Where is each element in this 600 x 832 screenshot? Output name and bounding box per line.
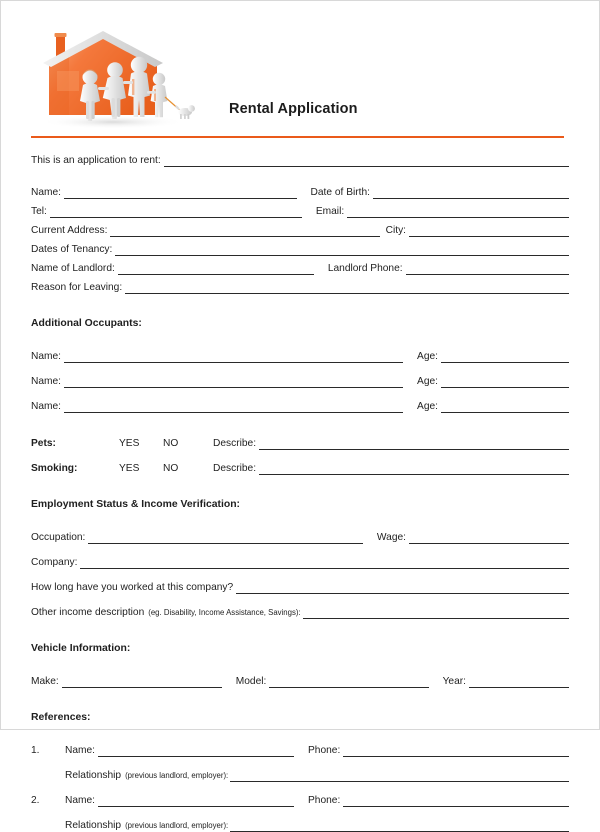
reference-relationship-label: Relationship bbox=[65, 770, 122, 781]
spacer bbox=[1, 331, 599, 344]
date-of-birth-input[interactable] bbox=[373, 187, 569, 199]
employment-duration-input[interactable] bbox=[236, 582, 569, 594]
occupant-row bbox=[1, 369, 599, 388]
occupant-name-input[interactable] bbox=[64, 401, 403, 413]
occupation-label: Occupation: bbox=[31, 532, 86, 543]
occupant-age-label: Age: bbox=[417, 401, 438, 412]
vehicle-heading: Vehicle Information: bbox=[31, 643, 131, 654]
employment-heading-row bbox=[1, 493, 599, 512]
pets-row bbox=[1, 431, 599, 450]
pets-yes-option[interactable]: YES bbox=[119, 438, 140, 449]
wage-label: Wage: bbox=[376, 532, 406, 543]
reference-relationship-input[interactable] bbox=[230, 820, 569, 832]
additional-occupants-heading-row bbox=[1, 312, 599, 331]
occupation-input[interactable] bbox=[88, 532, 363, 544]
reference-relationship-hint: (previous landlord, employer): bbox=[125, 771, 229, 780]
spacer bbox=[1, 167, 599, 180]
landlord-row bbox=[1, 256, 599, 275]
reference-phone-input[interactable] bbox=[343, 795, 569, 807]
additional-occupants-heading: Additional Occupants: bbox=[31, 318, 142, 329]
application-to-rent-label: This is an application to rent: bbox=[31, 155, 161, 166]
vehicle-model-input[interactable] bbox=[269, 676, 428, 688]
page-title: Rental Application bbox=[229, 101, 358, 117]
vehicle-year-input[interactable] bbox=[469, 676, 569, 688]
reference-phone-label: Phone: bbox=[308, 795, 341, 806]
other-income-label: Other income description bbox=[31, 607, 145, 618]
occupant-name-input[interactable] bbox=[64, 351, 403, 363]
reference-name-input[interactable] bbox=[98, 745, 294, 757]
application-to-rent-row bbox=[1, 148, 599, 167]
references-heading: References: bbox=[31, 712, 91, 723]
spacer bbox=[1, 725, 599, 738]
vehicle-model-label: Model: bbox=[235, 676, 267, 687]
vehicle-heading-row bbox=[1, 637, 599, 656]
reason-for-leaving-row bbox=[1, 275, 599, 294]
smoking-label: Smoking: bbox=[31, 463, 78, 474]
company-row bbox=[1, 550, 599, 569]
dates-of-tenancy-row bbox=[1, 237, 599, 256]
reference-relationship-input[interactable] bbox=[230, 770, 569, 782]
name-label: Name: bbox=[31, 187, 62, 198]
city-input[interactable] bbox=[409, 225, 569, 237]
spacer bbox=[1, 688, 599, 706]
house-family-illustration bbox=[35, 27, 195, 129]
spacer bbox=[1, 619, 599, 637]
name-input[interactable] bbox=[64, 187, 297, 199]
address-city-row bbox=[1, 218, 599, 237]
reference-name-label: Name: bbox=[65, 745, 96, 756]
landlord-phone-input[interactable] bbox=[406, 263, 569, 275]
reference-name-row bbox=[1, 788, 599, 807]
smoking-yes-option[interactable]: YES bbox=[119, 463, 140, 474]
wage-input[interactable] bbox=[409, 532, 569, 544]
employment-duration-label: How long have you worked at this company? bbox=[31, 582, 234, 593]
landlord-phone-label: Landlord Phone: bbox=[327, 263, 403, 274]
employment-heading: Employment Status & Income Verification: bbox=[31, 499, 241, 510]
date-of-birth-label: Date of Birth: bbox=[310, 187, 370, 198]
form-body bbox=[1, 148, 599, 832]
occupant-age-input[interactable] bbox=[441, 401, 569, 413]
tel-email-row bbox=[1, 199, 599, 218]
occupant-row bbox=[1, 344, 599, 363]
vehicle-details-row bbox=[1, 669, 599, 688]
email-label: Email: bbox=[315, 206, 345, 217]
name-of-landlord-input[interactable] bbox=[118, 263, 314, 275]
occupant-age-input[interactable] bbox=[441, 376, 569, 388]
spacer bbox=[1, 512, 599, 525]
occupant-name-label: Name: bbox=[31, 401, 62, 412]
reference-relationship-row bbox=[1, 763, 599, 782]
reason-for-leaving-input[interactable] bbox=[125, 282, 569, 294]
document-header bbox=[1, 1, 599, 117]
reference-name-row bbox=[1, 738, 599, 757]
occupant-age-label: Age: bbox=[417, 376, 438, 387]
occupant-name-label: Name: bbox=[31, 351, 62, 362]
dates-of-tenancy-label: Dates of Tenancy: bbox=[31, 244, 113, 255]
spacer bbox=[1, 294, 599, 312]
reference-number: 2. bbox=[31, 795, 40, 806]
pets-describe-input[interactable] bbox=[259, 438, 569, 450]
occupant-name-input[interactable] bbox=[64, 376, 403, 388]
occupant-age-input[interactable] bbox=[441, 351, 569, 363]
reason-for-leaving-label: Reason for Leaving: bbox=[31, 282, 123, 293]
reference-name-input[interactable] bbox=[98, 795, 294, 807]
references-heading-row bbox=[1, 706, 599, 725]
employment-duration-row bbox=[1, 575, 599, 594]
spacer bbox=[1, 656, 599, 669]
other-income-hint: (eg. Disability, Income Assistance, Savings): bbox=[148, 608, 301, 617]
smoking-row bbox=[1, 456, 599, 475]
reference-relationship-label: Relationship bbox=[65, 820, 122, 831]
name-of-landlord-label: Name of Landlord: bbox=[31, 263, 115, 274]
header-divider bbox=[31, 136, 564, 138]
vehicle-make-input[interactable] bbox=[62, 676, 222, 688]
pets-describe-label: Describe: bbox=[213, 438, 257, 449]
occupant-row bbox=[1, 394, 599, 413]
reference-relationship-hint: (previous landlord, employer): bbox=[125, 821, 229, 830]
city-label: City: bbox=[385, 225, 406, 236]
other-income-input[interactable] bbox=[303, 607, 569, 619]
reference-relationship-row bbox=[1, 813, 599, 832]
reference-number: 1. bbox=[31, 745, 40, 756]
application-to-rent-input[interactable] bbox=[164, 155, 569, 167]
company-label: Company: bbox=[31, 557, 78, 568]
reference-name-label: Name: bbox=[65, 795, 96, 806]
current-address-label: Current Address: bbox=[31, 225, 108, 236]
tel-label: Tel: bbox=[31, 206, 47, 217]
name-dob-row bbox=[1, 180, 599, 199]
reference-phone-input[interactable] bbox=[343, 745, 569, 757]
occupant-age-label: Age: bbox=[417, 351, 438, 362]
company-input[interactable] bbox=[80, 557, 569, 569]
spacer bbox=[1, 413, 599, 431]
tel-input[interactable] bbox=[50, 206, 302, 218]
reference-phone-label: Phone: bbox=[308, 745, 341, 756]
vehicle-make-label: Make: bbox=[31, 676, 59, 687]
smoking-describe-input[interactable] bbox=[259, 463, 569, 475]
smoking-no-option[interactable]: NO bbox=[163, 463, 179, 474]
spacer bbox=[1, 475, 599, 493]
dates-of-tenancy-input[interactable] bbox=[115, 244, 569, 256]
pets-no-option[interactable]: NO bbox=[163, 438, 179, 449]
occupant-name-label: Name: bbox=[31, 376, 62, 387]
vehicle-year-label: Year: bbox=[442, 676, 466, 687]
occupation-wage-row bbox=[1, 525, 599, 544]
email-input[interactable] bbox=[347, 206, 569, 218]
smoking-describe-label: Describe: bbox=[213, 463, 257, 474]
pets-label: Pets: bbox=[31, 438, 56, 449]
other-income-row bbox=[1, 600, 599, 619]
current-address-input[interactable] bbox=[110, 225, 379, 237]
